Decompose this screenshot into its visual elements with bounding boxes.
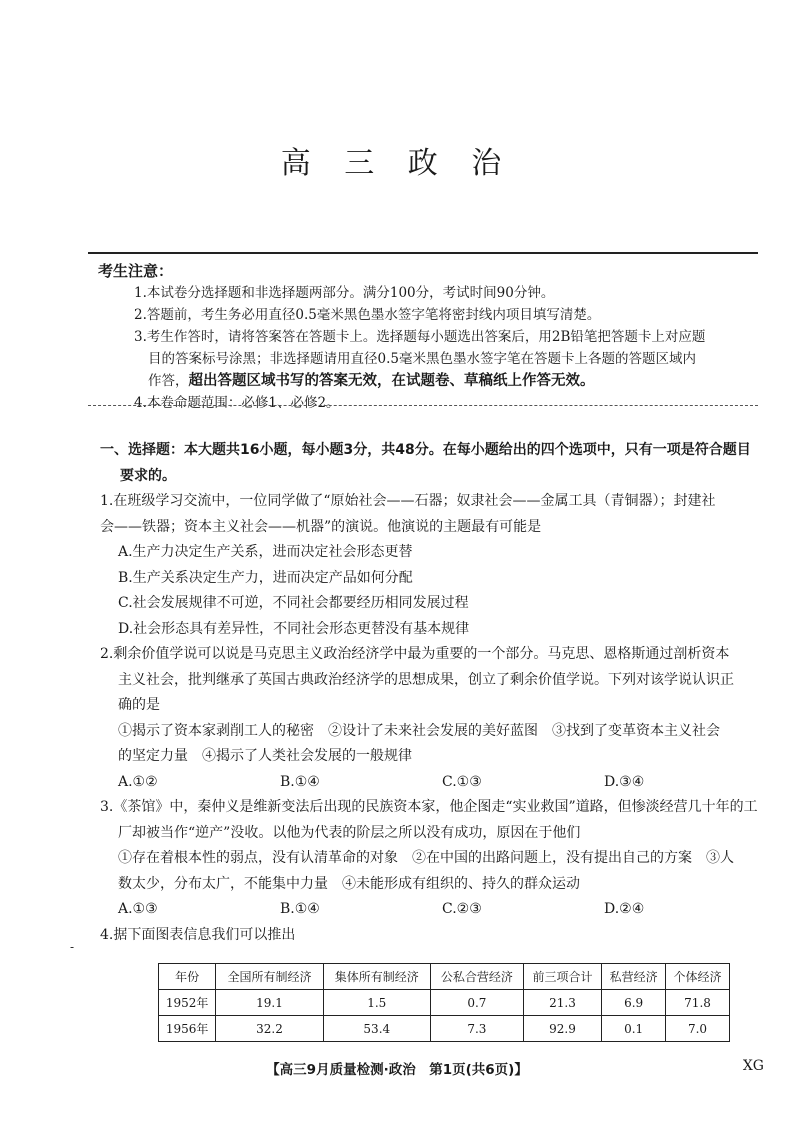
- option-c: C.社会发展规律不可逆，不同社会都要经历相同发展过程: [118, 595, 469, 611]
- questions: [100, 438, 768, 948]
- table-cell: 1956年: [159, 1016, 216, 1042]
- table-row: [159, 1016, 730, 1042]
- notice-block: [98, 260, 758, 414]
- table-cell: 6.9: [602, 990, 666, 1016]
- notice-emphasis: 超出答题区域书写的答案无效，在试题卷、草稿纸上作答无效。: [188, 372, 595, 389]
- section-heading-continued: 要求的。: [120, 467, 176, 484]
- notice-item-continued: [98, 370, 758, 392]
- option-a: A.①②: [118, 773, 158, 790]
- option-row: [100, 897, 768, 923]
- notice-item: 3.考生作答时，请将答案答在答题卡上。选择题每小题选出答案后，用2B铅笔把答题卡上对应题: [134, 329, 706, 345]
- option-a: A.生产力决定生产关系，进而决定社会形态更替: [118, 544, 413, 560]
- question-stem: 厂却被当作“逆产”没收。以他为代表的阶层之所以没有成功，原因在于他们: [118, 824, 581, 841]
- margin-mark: -: [70, 940, 75, 954]
- table-cell: 1.5: [323, 990, 430, 1016]
- table-header: 私营经济: [602, 964, 666, 990]
- table-header: 个体经济: [666, 964, 730, 990]
- question-stem: 2.剩余价值学说可以说是马克思主义政治经济学中最为重要的一个部分。马克思、恩格斯通过剖析资本: [100, 646, 730, 662]
- statements: ①存在着根本性的弱点，没有认清革命的对象 ②在中国的出路问题上，没有提出自己的方案 ③人: [118, 850, 734, 866]
- economy-table: [158, 963, 730, 1042]
- table-cell: 32.2: [216, 1016, 323, 1042]
- option-d: D.③④: [604, 773, 645, 790]
- statements: 的坚定力量 ④揭示了人类社会发展的一般规律: [118, 748, 412, 764]
- notice-item: 2.答题前，考生务必用直径0.5毫米黑色墨水签字笔将密封线内项目填写清楚。: [134, 307, 601, 323]
- option-d: D.社会形态具有差异性，不同社会形态更替没有基本规律: [118, 620, 470, 637]
- table-cell: 92.9: [523, 1016, 601, 1042]
- notice-item-continued: 目的答案标号涂黑；非选择题请用直径0.5毫米黑色墨水签字笔在答题卡上各题的答题区域内: [148, 351, 696, 367]
- question-stem: 4.据下面图表信息我们可以推出: [100, 926, 296, 943]
- section-heading: 一、选择题：本大题共16小题，每小题3分，共48分。在每小题给出的四个选项中，只有一项是符合题目: [100, 442, 751, 458]
- table-header: 公私合营经济: [430, 964, 523, 990]
- question-stem: 主义社会，批判继承了英国古典政治经济学的思想成果，创立了剩余价值学说。下列对该学说认识正: [118, 671, 734, 688]
- notice-item: 4.本卷命题范围：必修1、必修2。: [134, 395, 340, 411]
- option-d: D.②④: [604, 901, 645, 917]
- question-stem: 会——铁器；资本主义社会——机器”的演说。他演说的主题最有可能是: [100, 518, 542, 535]
- notice-item: 1.本试卷分选择题和非选择题两部分。满分100分，考试时间90分钟。: [134, 285, 555, 301]
- table-cell: 71.8: [666, 990, 730, 1016]
- table-header: 集体所有制经济: [323, 964, 430, 990]
- page-title: 高 三 政 治: [280, 146, 514, 181]
- question-2: [100, 642, 768, 795]
- table-cell: 19.1: [216, 990, 323, 1016]
- notice-text: 作答，: [148, 373, 189, 389]
- question-stem: 3.《茶馆》中，秦仲义是维新变法后出现的民族资本家，他企图走“实业救国”道路，但惨淡经营几十年的工: [100, 799, 758, 815]
- table-cell: 7.0: [666, 1016, 730, 1042]
- page-footer: 【高三9月质量检测·政治 第1页(共6页)】: [266, 1062, 528, 1078]
- notice-heading: 考生注意：: [98, 262, 174, 280]
- table-row: [159, 990, 730, 1016]
- option-c: C.②③: [442, 901, 482, 917]
- table-cell: 0.7: [430, 990, 523, 1016]
- table-header: 全国所有制经济: [216, 964, 323, 990]
- table-header-row: [159, 964, 730, 990]
- option-b: B.①④: [280, 901, 320, 917]
- question-stem: 确的是: [118, 697, 160, 713]
- question-stem: 1.在班级学习交流中，一位同学做了“原始社会——石器；奴隶社会——金属工具（青铜器）；封建社: [100, 493, 716, 509]
- table-cell: 21.3: [523, 990, 601, 1016]
- option-b: B.生产关系决定生产力，进而决定产品如何分配: [118, 569, 413, 586]
- question-3: [100, 795, 768, 923]
- option-c: C.①③: [442, 773, 482, 790]
- top-divider: [88, 252, 758, 254]
- table-cell: 0.1: [602, 1016, 666, 1042]
- question-1: [100, 489, 768, 642]
- table-cell: 7.3: [430, 1016, 523, 1042]
- table-cell: 1952年: [159, 990, 216, 1016]
- table-header: 年份: [159, 964, 216, 990]
- question-4: [100, 923, 768, 949]
- statements: ①揭示了资本家剥削工人的秘密 ②设计了未来社会发展的美好蓝图 ③找到了变革资本主义社会: [118, 722, 720, 739]
- option-b: B.①④: [280, 773, 320, 790]
- notice-divider: [88, 405, 758, 406]
- table-cell: 53.4: [323, 1016, 430, 1042]
- table-header: 前三项合计: [523, 964, 601, 990]
- option-a: A.①③: [118, 901, 158, 917]
- statements: 数太少，分布太广，不能集中力量 ④未能形成有组织的、持久的群众运动: [118, 875, 580, 892]
- option-row: [100, 770, 768, 796]
- footer-code: XG: [742, 1058, 764, 1074]
